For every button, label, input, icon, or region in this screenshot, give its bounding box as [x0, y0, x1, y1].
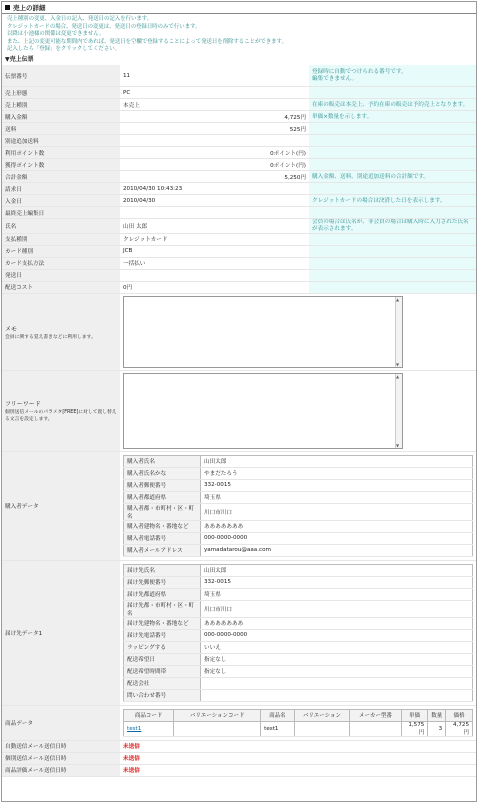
mail-label: 自動送信メール送信日時 [2, 740, 120, 752]
memo-desc: 会員に関する覚え書きなどに利用します。 [5, 334, 96, 340]
product-header: 商品コード [124, 709, 174, 721]
detail-row [2, 245, 476, 257]
sub-row [124, 617, 473, 629]
detail-row [2, 111, 476, 123]
product-table [123, 709, 473, 737]
sub-row [124, 677, 473, 689]
sub-value: 指定なし [201, 653, 473, 665]
detail-row [2, 281, 476, 293]
scrollbar[interactable] [395, 297, 402, 367]
sub-row [124, 588, 473, 600]
product-row [124, 721, 473, 736]
sub-label: 届け先建物名・番地など [124, 617, 201, 629]
intro-line: 売上種別の変更、入金日の記入、発送日の記入を行います。 [7, 16, 153, 22]
row-value: JCB [120, 245, 309, 257]
row-note [309, 123, 476, 135]
sub-value: やまだたろう [201, 467, 473, 479]
product-header: 価格 [446, 709, 473, 721]
mail-status [120, 752, 476, 764]
row-value: 0円 [120, 281, 309, 293]
row-value: 4,725円 [120, 111, 309, 123]
row-label: 獲得ポイント数 [2, 159, 120, 171]
row-label: 利用ポイント数 [2, 147, 120, 159]
freeword-label: フリーワード [5, 401, 41, 409]
row-label: 発送日 [2, 269, 120, 281]
product-cell-value: 3 [428, 721, 446, 736]
freeword-cell [120, 370, 476, 451]
product-header: 数量 [428, 709, 446, 721]
sub-value: 埼玉県 [201, 588, 473, 600]
sub-row [124, 600, 473, 617]
detail-row [2, 147, 476, 159]
product-header: バリエーション [294, 709, 350, 721]
row-note [309, 233, 476, 245]
row-value: 山田 太郎 [120, 219, 309, 233]
detail-row [2, 207, 476, 219]
row-note [309, 135, 476, 147]
row-label: 送料 [2, 123, 120, 135]
sub-label: 配送希望日 [124, 653, 201, 665]
sub-label: 届け先都・市町村・区・町名 [124, 600, 201, 617]
detail-row [2, 195, 476, 207]
sub-value: 332-0015 [201, 576, 473, 588]
product-cell-value [174, 721, 261, 736]
page-title: 売上の詳細 [13, 4, 46, 12]
row-note [309, 183, 476, 195]
ship-cell [120, 560, 476, 705]
sub-label: ラッピングする [124, 641, 201, 653]
detail-row [2, 219, 476, 233]
detail-row [2, 99, 476, 111]
row-label: 配送コスト [2, 281, 120, 293]
row-value: 本売上 [120, 99, 309, 111]
sub-row [124, 576, 473, 588]
intro-line: 以降は小池様の関係は変更できません。 [7, 31, 105, 38]
sub-row [124, 532, 473, 544]
sub-row [124, 665, 473, 677]
freeword-label-cell [2, 370, 120, 451]
row-note: 購入金額、送料、別途追加送料の合計額です。 [309, 171, 476, 183]
sub-row [124, 520, 473, 532]
detail-row [2, 87, 476, 99]
row-value: PC [120, 87, 309, 99]
sub-row [124, 455, 473, 467]
sub-label: 購入者メールアドレス [124, 544, 201, 556]
memo-label: メモ [5, 325, 18, 333]
sub-row [124, 544, 473, 556]
sub-value: 埼玉県 [201, 491, 473, 503]
row-note [309, 207, 476, 219]
row-note [309, 87, 476, 99]
sub-value: yamadatarou@aaa.com [201, 544, 473, 556]
row-note [309, 257, 476, 269]
sub-row [124, 479, 473, 491]
row-value [120, 269, 309, 281]
mail-status [120, 740, 476, 752]
product-cell-value [294, 721, 350, 736]
memo-label-cell [2, 293, 120, 370]
sub-value: 000-0000-0000 [201, 532, 473, 544]
intro-line: クレジットカードの場合、発送日の変更は、発送日の登録日時のみで行います。 [7, 23, 201, 30]
product-header: メーカー型番 [350, 709, 401, 721]
row-label: 請求日 [2, 183, 120, 195]
memo-cell [120, 293, 476, 370]
buyer-label: 購入者データ [2, 451, 120, 560]
sub-row [124, 503, 473, 520]
row-note [309, 159, 476, 171]
sub-label: 購入者氏名かな [124, 467, 201, 479]
product-label: 商品データ [2, 705, 120, 740]
row-value: 0ポイント(円) [120, 147, 309, 159]
sub-row [124, 689, 473, 701]
sub-label: 届け先都道府県 [124, 588, 201, 600]
sub-label: 届け先郵便番号 [124, 576, 201, 588]
row-label: 売上種別 [2, 99, 120, 111]
row-label: 伝票番号 [2, 65, 120, 87]
sub-row [124, 641, 473, 653]
sub-value: 川口市川口 [201, 503, 473, 520]
sub-value [201, 689, 473, 701]
sales-detail-panel [1, 1, 477, 802]
row-value: 一括払い [120, 257, 309, 269]
sub-value: 川口市川口 [201, 600, 473, 617]
detail-row [2, 159, 476, 171]
sub-value: あああああああ [201, 617, 473, 629]
row-value: クレジットカード [120, 233, 309, 245]
mail-status-text: 未送信 [123, 744, 140, 751]
row-label: 入金日 [2, 195, 120, 207]
sub-value: 指定なし [201, 665, 473, 677]
sub-label: 届け先電話番号 [124, 629, 201, 641]
intro-text [2, 14, 476, 55]
buyer-table [123, 455, 473, 557]
sub-label: 問い合わせ番号 [124, 689, 201, 701]
freeword-desc: 個別送信メールのパラメタ[FREE]に対して置し替える文言を設定します。 [5, 410, 117, 423]
row-value [120, 135, 309, 147]
sub-row [124, 491, 473, 503]
sub-value: 000-0000-0000 [201, 629, 473, 641]
row-label: 合計金額 [2, 171, 120, 183]
sub-row [124, 629, 473, 641]
row-label: 売上形態 [2, 87, 120, 99]
sub-value: 山田太郎 [201, 564, 473, 576]
sub-label: 配送希望時間帯 [124, 665, 201, 677]
product-cell-value: 4,725円 [446, 721, 473, 736]
sub-value [201, 677, 473, 689]
row-note: 登録時に自動でつけられる番号です。 編集できません。 [309, 65, 476, 87]
row-label: 最終売上編集日 [2, 207, 120, 219]
product-header: バリエーションコード [174, 709, 261, 721]
intro-line: また、上記の変更可能な期間内であれば、発送日を空欄で登録することによって発送日を削除することができます。 [7, 38, 287, 45]
product-code-link[interactable]: test1 [127, 725, 142, 732]
scrollbar[interactable] [395, 374, 402, 448]
row-value [120, 207, 309, 219]
row-label: 購入金額 [2, 111, 120, 123]
mail-status-text: 未送信 [123, 756, 140, 763]
section-title: ▼売上伝票 [5, 55, 34, 63]
panel-header [2, 2, 476, 14]
row-note: クレジットカードの場合は決済した日を表示します。 [309, 195, 476, 207]
row-note: 在庫の販売は本売上、予約在庫の販売は予約売上となります。 [309, 99, 476, 111]
mail-row [2, 740, 476, 752]
row-value: 525円 [120, 123, 309, 135]
sub-value: いいえ [201, 641, 473, 653]
row-value: 11 [120, 65, 309, 87]
sub-row [124, 564, 473, 576]
row-label: 氏名 [2, 219, 120, 233]
detail-row [2, 135, 476, 147]
row-label: 支払種別 [2, 233, 120, 245]
sub-label: 配送会社 [124, 677, 201, 689]
product-cell-value [124, 721, 174, 736]
sub-row [124, 467, 473, 479]
detail-row [2, 171, 476, 183]
sub-row [124, 653, 473, 665]
product-cell-value: 1,575円 [401, 721, 428, 736]
row-value: 5,250円 [120, 171, 309, 183]
row-note: 会員の場合は氏名が、非会員の場合は購入時に入力された氏名が表示されます。 [309, 219, 476, 233]
mail-row [2, 764, 476, 776]
detail-row [2, 257, 476, 269]
sub-label: 購入者電話番号 [124, 532, 201, 544]
row-value: 2010/04/30 10:43:23 [120, 183, 309, 195]
row-note [309, 147, 476, 159]
buyer-cell [120, 451, 476, 560]
row-note [309, 269, 476, 281]
detail-row [2, 65, 476, 87]
row-label: カード支払方法 [2, 257, 120, 269]
mail-label: 商品評価メール送信日時 [2, 764, 120, 776]
sub-label: 購入者都・市町村・区・町名 [124, 503, 201, 520]
mail-status [120, 764, 476, 776]
sub-value: あああああああ [201, 520, 473, 532]
detail-row [2, 269, 476, 281]
product-header: 商品名 [261, 709, 294, 721]
product-cell-value: test1 [261, 721, 294, 736]
sub-value: 332-0015 [201, 479, 473, 491]
row-label: 別途追加送料 [2, 135, 120, 147]
sub-label: 購入者都道府県 [124, 491, 201, 503]
sub-label: 届け先氏名 [124, 564, 201, 576]
sub-label: 購入者氏名 [124, 455, 201, 467]
sub-value: 山田太郎 [201, 455, 473, 467]
product-cell [120, 705, 476, 740]
freeword-textarea[interactable] [123, 373, 403, 449]
row-note [309, 245, 476, 257]
row-value: 0ポイント(円) [120, 159, 309, 171]
mail-label: 個別送信メール送信日時 [2, 752, 120, 764]
product-cell-value [350, 721, 401, 736]
sub-label: 購入者郵便番号 [124, 479, 201, 491]
detail-row [2, 123, 476, 135]
row-note [309, 281, 476, 293]
detail-table [2, 65, 476, 777]
ship-table [123, 564, 473, 702]
product-header: 単価 [401, 709, 428, 721]
memo-textarea[interactable] [123, 296, 403, 368]
row-value: 2010/04/30 [120, 195, 309, 207]
sub-label: 購入者建物名・番地など [124, 520, 201, 532]
mail-row [2, 752, 476, 764]
detail-row [2, 233, 476, 245]
detail-row [2, 183, 476, 195]
ship-label: 届け先データ1 [2, 560, 120, 705]
mail-status-text: 未送信 [123, 768, 140, 775]
row-label: カード種別 [2, 245, 120, 257]
row-note: 単価×数量を示します。 [309, 111, 476, 123]
square-bullet-icon [5, 5, 10, 10]
intro-line: 記入したら「登録」をクリックしてください。 [7, 46, 120, 53]
